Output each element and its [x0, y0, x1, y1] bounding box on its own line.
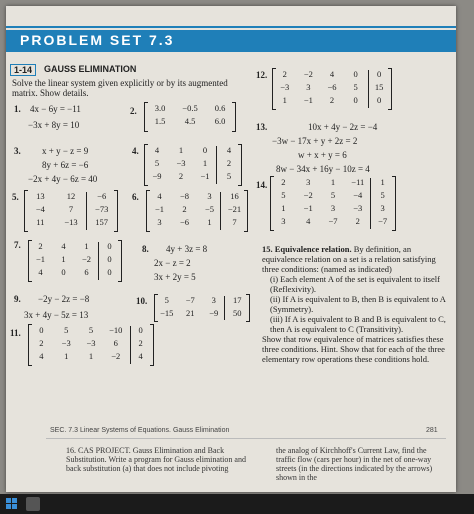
matrix-cell: −2	[111, 351, 121, 361]
next-page-text: the analog of Kirchhoff's Current Law, find the traffic flow (cars per hour) in the net of one-way streets (in the directions indicated by the arrows) shown in the	[276, 446, 433, 482]
matrix-cell: 2	[178, 171, 184, 181]
matrix-cell: −10	[109, 325, 123, 335]
matrix-cell: 5	[154, 158, 160, 168]
matrix-cell: 0	[353, 69, 358, 79]
matrix-cell: −8	[179, 191, 190, 201]
problem-number: 14.	[256, 180, 268, 190]
matrix-cell: −4	[353, 190, 363, 200]
problem-title: Equivalence relation.	[274, 244, 352, 254]
matrix-cell: 3	[306, 177, 311, 187]
matrix-cell: −1	[200, 171, 210, 181]
matrix-cell: −1	[35, 254, 46, 264]
matrix-cell: 4	[329, 69, 335, 79]
matrix-cell: −3	[176, 158, 186, 168]
matrix-cell: 3	[330, 203, 336, 213]
problem-outro: Show that row equivalence of matrices satisfies these three conditions. Hint. Show that for each of the three elementary row operations these conditions hold.	[262, 334, 445, 364]
matrix-cell: −1	[154, 204, 165, 214]
matrix-cell: 2	[39, 338, 44, 348]
matrix-cell: −11	[351, 177, 365, 187]
taskbar	[0, 494, 474, 514]
equation: w + x + y = 6	[298, 150, 347, 160]
equation: 2x − z = 2	[154, 258, 191, 268]
matrix-cell: 1	[84, 241, 89, 251]
augment-bar	[368, 70, 369, 108]
matrix-cell: 0.6	[214, 103, 226, 113]
matrix-cell: 4	[306, 216, 311, 226]
matrix-cell: 6.0	[214, 116, 226, 126]
matrix-cell: 1	[207, 217, 212, 227]
matrix-cell: 0	[202, 145, 208, 155]
matrix-cell: 0	[377, 69, 382, 79]
problem-number: 7.	[14, 240, 21, 250]
matrix-cell: −5	[204, 204, 215, 214]
condition-ii: (ii) If A is equivalent to B, then B is equivalent to A (Symmetry).	[270, 294, 446, 314]
matrix-cell: −6	[327, 82, 337, 92]
augment-bar	[86, 192, 87, 230]
matrix-cell: 4	[39, 351, 44, 361]
matrix-cell: −0.5	[182, 103, 198, 113]
matrix-cell: 2	[226, 158, 232, 168]
equation: −2x + 4y − 6z = 40	[28, 174, 98, 184]
matrix	[144, 144, 242, 186]
matrix-cell: 17	[233, 295, 242, 305]
matrix-cell: −9	[152, 171, 162, 181]
matrix-cell: 1	[61, 254, 66, 264]
matrix	[270, 176, 396, 231]
matrix-cell: −3	[353, 203, 363, 213]
matrix-cell: 1	[178, 145, 184, 155]
matrix-cell: −21	[227, 204, 242, 214]
matrix-cell: 0	[107, 267, 112, 277]
problem-number: 9.	[14, 294, 21, 304]
matrix-cell: 11	[36, 217, 45, 227]
matrix-cell: −15	[160, 308, 174, 318]
matrix-cell: 1	[64, 351, 69, 361]
matrix-cell: 50	[233, 308, 242, 318]
matrix-cell: 0	[61, 267, 66, 277]
problem-intro: By definition, an equivalence relation on a set is a relation satisfying three conditions: (named as indicated)	[262, 244, 436, 274]
problem-number: 15.	[262, 244, 273, 254]
textbook-page	[6, 6, 456, 492]
matrix-cell: 5	[380, 190, 385, 200]
matrix-cell: 4	[38, 267, 43, 277]
running-footer: SEC. 7.3 Linear Systems of Equations. Gauss Elimination	[50, 427, 230, 434]
matrix-cell: 0	[107, 254, 112, 264]
matrix-cell: 1	[88, 351, 94, 361]
matrix-cell: 1	[281, 203, 286, 213]
matrix-cell: 2	[182, 204, 187, 214]
matrix-cell: 3	[281, 216, 286, 226]
matrix-cell: 3	[380, 203, 385, 213]
matrix-cell: −2	[81, 254, 92, 264]
augment-bar	[130, 326, 131, 364]
matrix-cell: 4	[154, 145, 160, 155]
matrix-cell: 4	[138, 351, 143, 361]
matrix-cell: 157	[95, 217, 109, 227]
matrix-cell: 0	[377, 95, 382, 105]
matrix-cell: 3	[211, 295, 216, 305]
matrix-cell: −2	[303, 69, 313, 79]
matrix-cell: 5	[281, 190, 286, 200]
matrix-cell: −73	[95, 204, 109, 214]
problem-number: 13.	[256, 122, 268, 132]
matrix-cell: −6	[179, 217, 190, 227]
matrix-cell: 7	[68, 204, 74, 214]
problem-number: 5.	[12, 192, 19, 202]
matrix-cell: 1	[330, 177, 336, 187]
matrix	[144, 102, 236, 132]
section-intro: Solve the linear system given explicitly or by its augmented matrix. Show details.	[12, 78, 228, 98]
next-page-text: 16. CAS PROJECT. Gauss Elimination and Back Substitution. Write a program for Gauss elimination and back substitution (a) that does not include pivoting	[66, 446, 246, 473]
matrix	[146, 190, 248, 232]
matrix-cell: −7	[185, 295, 195, 305]
problem-number: 10.	[136, 296, 148, 306]
matrix-cell: 5	[353, 82, 358, 92]
matrix-cell: 5	[64, 325, 69, 335]
matrix-cell: 13	[36, 191, 45, 201]
equation: 4x − 6y = −11	[30, 104, 81, 114]
matrix-cell: 7	[232, 217, 237, 227]
page-title: PROBLEM SET 7.3	[20, 32, 175, 48]
matrix-cell: 4	[61, 241, 66, 251]
equation: 10x + 4y − 2z = −4	[308, 122, 378, 132]
condition-iii: (iii) If A is equivalent to B and B is equivalent to C, then A is equivalent to C (Transitivity).	[270, 314, 446, 334]
problem-range: 1-14	[10, 64, 36, 76]
problem-number: 2.	[130, 106, 137, 116]
matrix-cell: −1	[303, 95, 313, 105]
matrix-cell: −4	[35, 204, 45, 214]
matrix-cell: −3	[61, 338, 71, 348]
matrix-cell: 6	[113, 338, 118, 348]
problem-number: 4.	[132, 146, 139, 156]
matrix-cell: 0	[107, 241, 112, 251]
matrix-cell: −7	[378, 216, 388, 226]
matrix-cell: −3	[280, 82, 290, 92]
matrix-cell: 4	[157, 191, 162, 201]
matrix-cell: 2	[281, 177, 286, 187]
matrix-cell: 2	[329, 95, 335, 105]
problem-number: 8.	[142, 244, 149, 254]
problem-15	[262, 244, 452, 364]
equation: 8w − 34x + 16y − 10z = 4	[276, 164, 370, 174]
equation: 4y + 3z = 8	[166, 244, 208, 254]
augment-bar	[220, 192, 221, 230]
matrix	[28, 240, 122, 282]
matrix	[28, 324, 154, 366]
matrix-cell: −7	[328, 216, 338, 226]
matrix-cell: 16	[230, 191, 239, 201]
matrix-cell: 21	[186, 308, 195, 318]
page-number: 281	[426, 427, 438, 434]
equation: 3x + 4y − 5z = 13	[24, 310, 89, 320]
banner-rule	[6, 26, 456, 28]
augment-bar	[224, 296, 225, 320]
matrix-cell: 1.5	[154, 116, 166, 126]
section-title: GAUSS ELIMINATION	[44, 64, 137, 74]
matrix-cell: 3	[306, 82, 311, 92]
condition-i: (i) Each element A of the set is equivalent to itself (Reflexivity).	[270, 274, 440, 294]
matrix-cell: −2	[303, 190, 313, 200]
matrix-cell: 1	[282, 95, 287, 105]
matrix-cell: 4	[226, 145, 232, 155]
matrix-cell: 15	[374, 82, 384, 92]
matrix-cell: 3	[157, 217, 162, 227]
matrix-cell: 2	[282, 69, 287, 79]
app-icon[interactable]	[26, 497, 40, 511]
footer-rule	[46, 438, 446, 439]
matrix-cell: −13	[64, 217, 78, 227]
matrix-cell: 3.0	[154, 103, 166, 113]
augment-bar	[98, 242, 99, 280]
matrix-cell: 2	[138, 338, 143, 348]
matrix-cell: 1	[380, 177, 385, 187]
matrix-cell: 0	[138, 325, 143, 335]
matrix-cell: 3	[207, 191, 212, 201]
equation: 8y + 6z = −6	[42, 160, 89, 170]
augment-bar	[370, 178, 371, 229]
problem-number: 1.	[14, 104, 21, 114]
equation: 3x + 2y = 5	[154, 272, 196, 282]
matrix-cell: −1	[303, 203, 313, 213]
augment-bar	[216, 146, 217, 184]
equation: −3w − 17x + y + 2z = 2	[272, 136, 358, 146]
matrix-cell: −3	[86, 338, 96, 348]
matrix-cell: 0	[353, 95, 358, 105]
problem-number: 6.	[132, 192, 139, 202]
matrix-cell: 5	[330, 190, 336, 200]
matrix-cell: 1	[202, 158, 208, 168]
matrix	[154, 294, 250, 322]
equation: −2y − 2z = −8	[38, 294, 90, 304]
problem-number: 12.	[256, 70, 268, 80]
matrix	[24, 190, 118, 232]
matrix-cell: 4.5	[184, 116, 196, 126]
matrix-cell: 5	[226, 171, 232, 181]
matrix-cell: −6	[97, 191, 107, 201]
windows-start-icon[interactable]	[6, 498, 18, 510]
matrix-cell: 12	[66, 191, 76, 201]
equation: x + y − z = 9	[42, 146, 89, 156]
problem-number: 3.	[14, 146, 21, 156]
matrix	[272, 68, 392, 110]
matrix-cell: 0	[39, 325, 44, 335]
matrix-cell: 2	[355, 216, 360, 226]
matrix-cell: −9	[209, 308, 219, 318]
matrix-cell: 2	[38, 241, 43, 251]
matrix-cell: 5	[88, 325, 94, 335]
problem-number: 11.	[10, 328, 21, 338]
matrix-cell: 6	[84, 267, 89, 277]
equation: −3x + 8y = 10	[28, 120, 80, 130]
matrix-cell: 5	[164, 295, 169, 305]
